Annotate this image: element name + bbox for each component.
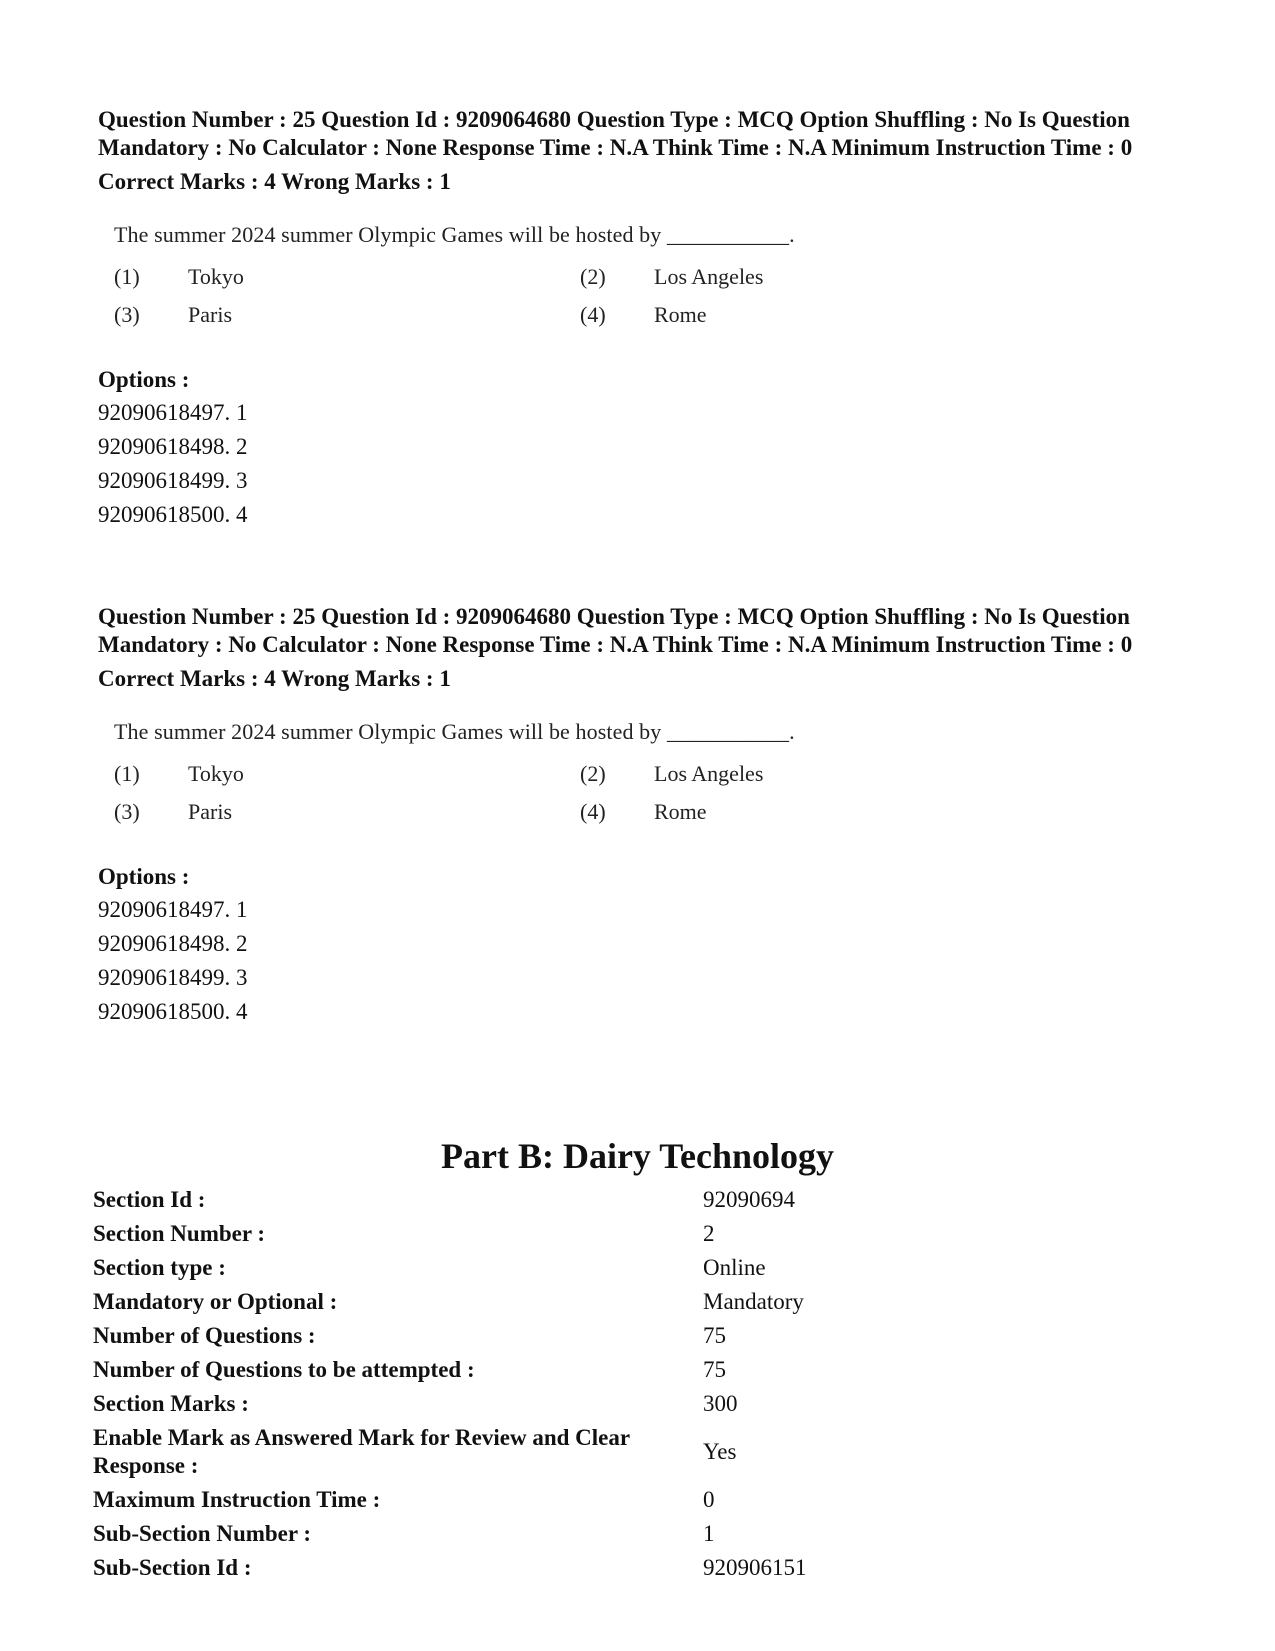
choice-text: Rome bbox=[654, 799, 707, 824]
section-value: Mandatory bbox=[703, 1289, 804, 1314]
choice-number: (2) bbox=[580, 761, 606, 786]
section-key: Section Marks : bbox=[93, 1391, 249, 1416]
choice-text: Los Angeles bbox=[654, 761, 764, 786]
section-key: Sub-Section Number : bbox=[93, 1521, 312, 1546]
choice-text: Tokyo bbox=[188, 761, 244, 786]
section-row bbox=[93, 1353, 1093, 1387]
section-value: 0 bbox=[703, 1487, 715, 1512]
choice-number: (4) bbox=[580, 302, 606, 327]
section-row bbox=[93, 1551, 1093, 1585]
section-row bbox=[93, 1319, 1093, 1353]
section-value: Yes bbox=[703, 1439, 737, 1464]
section-value: 920906151 bbox=[703, 1555, 807, 1580]
section-value: Online bbox=[703, 1255, 766, 1280]
choice-number: (3) bbox=[114, 302, 140, 327]
section-row bbox=[93, 1421, 1093, 1483]
options-label: Options : bbox=[98, 864, 190, 889]
option-item: 92090618497. 1 bbox=[98, 400, 248, 425]
option-item: 92090618497. 1 bbox=[98, 897, 248, 922]
choice-text: Rome bbox=[654, 302, 707, 327]
option-item: 92090618500. 4 bbox=[98, 502, 248, 527]
choice-text: Tokyo bbox=[188, 264, 244, 289]
section-value: 92090694 bbox=[703, 1187, 795, 1212]
question-header: Question Number : 25 Question Id : 9209064680 Question Type : MCQ Option Shuffling : No Is Question Mandatory : No Calculator : None Response Time : N.A Think Time : N.A Minimum Instruction Time : 0 bbox=[98, 604, 1133, 657]
section-row bbox=[93, 1483, 1093, 1517]
question-marks: Correct Marks : 4 Wrong Marks : 1 bbox=[98, 666, 451, 691]
section-key: Enable Mark as Answered Mark for Review and Clear Response : bbox=[93, 1425, 630, 1478]
section-row bbox=[93, 1517, 1093, 1551]
choice-number: (3) bbox=[114, 799, 140, 824]
section-key: Number of Questions to be attempted : bbox=[93, 1357, 475, 1382]
option-item: 92090618499. 3 bbox=[98, 965, 248, 990]
choice-text: Los Angeles bbox=[654, 264, 764, 289]
section-row bbox=[93, 1217, 1093, 1251]
question-block-1 bbox=[98, 106, 1188, 532]
section-key: Section type : bbox=[93, 1255, 226, 1280]
question-stem: The summer 2024 summer Olympic Games will be hosted by ___________. bbox=[114, 222, 795, 247]
section-value: 1 bbox=[703, 1521, 715, 1546]
section-value: 300 bbox=[703, 1391, 738, 1416]
section-key: Number of Questions : bbox=[93, 1323, 316, 1348]
option-item: 92090618499. 3 bbox=[98, 468, 248, 493]
section-key: Section Number : bbox=[93, 1221, 266, 1246]
section-info-table bbox=[93, 1183, 1093, 1585]
choice-number: (2) bbox=[580, 264, 606, 289]
question-block-2 bbox=[98, 603, 1188, 1029]
section-row bbox=[93, 1251, 1093, 1285]
section-value: 75 bbox=[703, 1357, 726, 1382]
options-label: Options : bbox=[98, 367, 190, 392]
question-header: Question Number : 25 Question Id : 9209064680 Question Type : MCQ Option Shuffling : No Is Question Mandatory : No Calculator : None Response Time : N.A Think Time : N.A Minimum Instruction Time : 0 bbox=[98, 107, 1133, 160]
section-key: Mandatory or Optional : bbox=[93, 1289, 338, 1314]
section-row bbox=[93, 1387, 1093, 1421]
choice-text: Paris bbox=[188, 302, 232, 327]
choice-number: (4) bbox=[580, 799, 606, 824]
option-item: 92090618498. 2 bbox=[98, 434, 248, 459]
question-stem: The summer 2024 summer Olympic Games will be hosted by ___________. bbox=[114, 719, 795, 744]
section-value: 2 bbox=[703, 1221, 715, 1246]
part-title: Part B: Dairy Technology bbox=[441, 1136, 834, 1176]
choice-number: (1) bbox=[114, 264, 140, 289]
answer-choices bbox=[114, 761, 1188, 843]
section-key: Section Id : bbox=[93, 1187, 206, 1212]
section-row bbox=[93, 1285, 1093, 1319]
choice-text: Paris bbox=[188, 799, 232, 824]
answer-choices bbox=[114, 264, 1188, 346]
section-key: Sub-Section Id : bbox=[93, 1555, 252, 1580]
question-marks: Correct Marks : 4 Wrong Marks : 1 bbox=[98, 169, 451, 194]
option-item: 92090618500. 4 bbox=[98, 999, 248, 1024]
option-item: 92090618498. 2 bbox=[98, 931, 248, 956]
choice-number: (1) bbox=[114, 761, 140, 786]
section-value: 75 bbox=[703, 1323, 726, 1348]
section-row bbox=[93, 1183, 1093, 1217]
section-key: Maximum Instruction Time : bbox=[93, 1487, 381, 1512]
